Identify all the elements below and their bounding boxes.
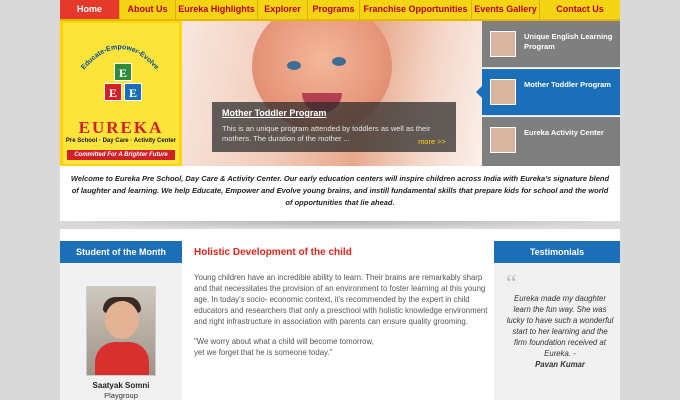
student-photo-shirt xyxy=(95,342,149,376)
welcome-section xyxy=(60,166,620,221)
nav-explorer[interactable]: Explorer xyxy=(258,0,308,19)
slider-tab-activity-center[interactable] xyxy=(482,117,620,166)
active-tab-pointer-icon xyxy=(476,86,482,98)
student-name: Saatyak Somni xyxy=(92,381,150,390)
nav-events-gallery[interactable]: Events Gallery xyxy=(472,0,540,19)
tab-thumbnail-image xyxy=(490,127,516,153)
logo-arc-text: Educate-Empower-Evolve xyxy=(80,43,160,72)
student-photo-face xyxy=(105,301,139,339)
article-body: Young children have an incredible ability to learn. Their brains are remarkably sharp and that necessitates the provision of an environment to foster learning at this young age. In today's socio- economic context, it's recommended by the expert in child educators and researchers that only a preschool with holistic knowledge environment and right infrastructure in association with parents can ensure quality grooming. xyxy=(194,273,488,326)
student-of-month-panel xyxy=(60,241,182,400)
logo-panel[interactable] xyxy=(60,21,182,166)
testimonial-author: Pavan Kumar xyxy=(535,360,585,369)
slider-tab-english[interactable] xyxy=(482,21,620,68)
slider-tab-label: Eureka Activity Center xyxy=(524,128,604,137)
nav-eureka-highlights[interactable]: Eureka Highlights xyxy=(176,0,258,19)
tab-thumbnail-image xyxy=(490,31,516,57)
slider-caption xyxy=(212,102,456,152)
logo-slogan: Committed For A Brighter Future xyxy=(67,150,175,160)
slider-tabs xyxy=(482,21,620,166)
cube-face-right: E xyxy=(124,83,142,101)
slider-more-link[interactable]: more >> xyxy=(418,137,446,146)
nav-home[interactable]: Home xyxy=(60,0,120,19)
quote-line-1: "We worry about what a child will become tomorrow, xyxy=(194,337,374,346)
logo-cube-icon xyxy=(102,63,146,109)
logo-subline: Pre School · Day Care · Activity Center xyxy=(65,138,177,144)
welcome-text: Welcome to Eureka Pre School, Day Care & Activity Center. Our early education centers will inspire children across India with Eureka's signature blend of laughter and learning. We help Educate, Empower and Evolve young brains, and instill fundamental skills that prepare kids for school and the world of opportunities that lie ahead. xyxy=(70,174,610,207)
student-grade: Playgroup xyxy=(104,391,138,400)
quote-mark-icon: “ xyxy=(506,271,517,297)
student-photo[interactable] xyxy=(86,286,156,376)
slider-tab-label: Unique English Learning Program xyxy=(524,32,613,51)
hero-banner xyxy=(60,21,620,166)
testimonial-quote: Eureka made my daughter learn the fun way. She was lucky to have such a wonderful start to her learning and the firm foundation received at Eureka. - xyxy=(506,294,614,358)
quote-line-2: yet we forget that he is someone today." xyxy=(194,348,333,357)
slider-caption-text: This is an unique program attended by toddlers as well as their mothers. The duration of the mother ... xyxy=(222,124,431,143)
cube-face-top: E xyxy=(114,63,132,81)
slider-caption-title[interactable]: Mother Toddler Program xyxy=(222,108,327,118)
section-divider-shadow xyxy=(60,221,620,229)
nav-programs[interactable]: Programs xyxy=(308,0,360,19)
baby-eye-right xyxy=(332,57,346,66)
main-content xyxy=(60,229,620,400)
logo-name: EUREKA xyxy=(78,118,164,137)
nav-bar xyxy=(60,0,620,21)
student-panel-heading: Student of the Month xyxy=(60,241,182,263)
testimonials-panel xyxy=(494,241,620,400)
slider-tab-mother-toddler[interactable] xyxy=(482,69,620,116)
nav-franchise-opportunities[interactable]: Franchise Opportunities xyxy=(360,0,472,19)
testimonials-heading: Testimonials xyxy=(494,241,620,263)
eureka-logo[interactable] xyxy=(63,23,179,164)
nav-about-us[interactable]: About Us xyxy=(120,0,176,19)
nav-contact-us[interactable]: Contact Us xyxy=(556,4,604,14)
article-title: Holistic Development of the child xyxy=(194,247,352,258)
cube-face-left: E xyxy=(104,83,122,101)
article-quote xyxy=(194,336,494,358)
slider-tab-label: Mother Toddler Program xyxy=(524,80,611,89)
article-section xyxy=(194,241,494,358)
testimonial-text xyxy=(506,293,614,370)
baby-eye-left xyxy=(287,61,301,70)
top-nav xyxy=(0,0,680,21)
tab-thumbnail-image xyxy=(490,79,516,105)
